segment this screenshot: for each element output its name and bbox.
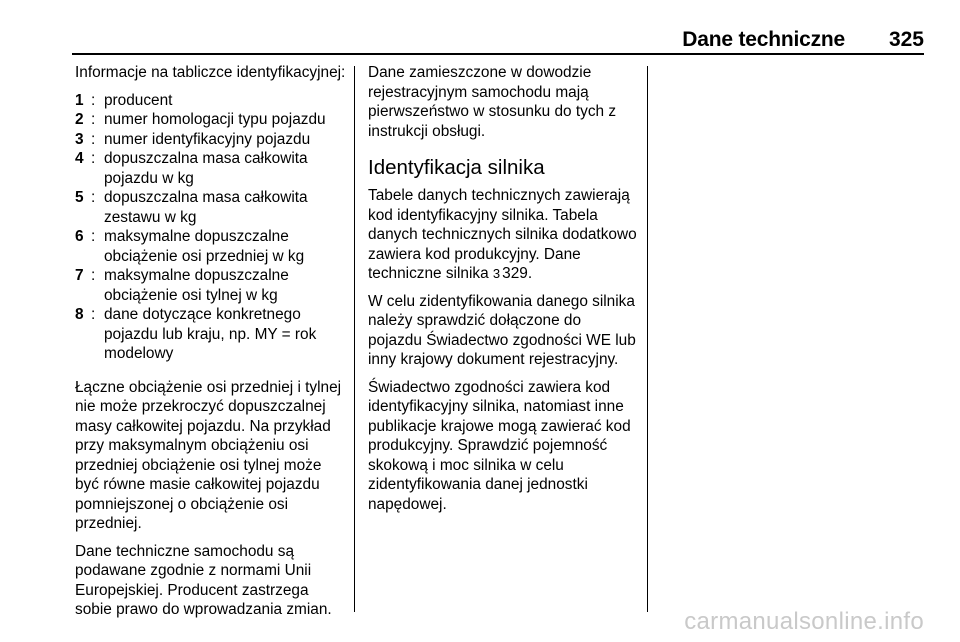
legend-number: 5: [75, 189, 84, 206]
legend-number: 2: [75, 111, 84, 128]
legend-separator: :: [91, 91, 96, 109]
engine-tables-text: Tabele danych technicznych zawierają kod identyfikacyjny silnika. Tabela danych technicznych silnika dodatkowo zawiera kod produkcyjny. Dane techniczne silnika: [368, 187, 637, 282]
cross-reference-icon: 3: [492, 266, 501, 281]
legend-text: dopuszczalna masa całkowita pojazdu w kg: [104, 150, 308, 187]
page-number: 325: [888, 28, 924, 51]
legend-text: maksymalne dopuszczalne obciążenie osi przedniej w kg: [104, 228, 305, 265]
legend-item: [75, 227, 347, 266]
legend-number: 8: [75, 306, 84, 323]
legend-number: 3: [75, 130, 84, 148]
legend-separator: :: [91, 228, 96, 245]
legend-separator: :: [91, 130, 96, 148]
legend-text: dane dotyczące konkretnego pojazdu lub kraju, np. MY = rok modelowy: [104, 306, 317, 362]
legend-list: [75, 91, 347, 364]
legend-item: [75, 130, 347, 150]
legend-number: 4: [75, 150, 84, 167]
legend-intro: Informacje na tabliczce identyfikacyjnej:: [75, 64, 346, 81]
legend-text: dopuszczalna masa całkowita zestawu w kg: [104, 189, 308, 226]
section-heading: Identyfikacja silnika: [368, 156, 545, 179]
legend-separator: :: [91, 111, 96, 128]
header-rule: [72, 53, 924, 55]
legend-separator: :: [91, 189, 96, 206]
right-column-divider: [647, 66, 648, 612]
legend-text: numer homologacji typu pojazdu: [104, 111, 326, 128]
engine-tables-paragraph: [368, 186, 638, 284]
legend-separator: :: [91, 267, 96, 284]
page-header: [0, 24, 960, 56]
legend-separator: :: [91, 150, 96, 167]
legend-text: maksymalne dopuszczalne obciążenie osi tylnej w kg: [104, 267, 289, 304]
page-title: Dane techniczne: [682, 28, 845, 51]
cross-reference-page-link[interactable]: 329.: [502, 265, 533, 282]
legend-item: [75, 91, 347, 111]
legend-number: 7: [75, 267, 84, 284]
legend-number: 1: [75, 91, 84, 109]
legend-item: [75, 266, 347, 305]
legend-separator: :: [91, 306, 96, 323]
legend-text: numer identyfikacyjny pojazdu: [104, 130, 311, 148]
conformity-paragraph: Świadectwo zgodności zawiera kod identyfikacyjny silnika, natomiast inne publikacje krajowe mogą zawierać kod produkcyjny. Sprawdzić pojemność skokową i moc silnika w celu zidentyfikowania danej jednostki napędowej.: [368, 378, 631, 513]
axle-load-paragraph: Łączne obciążenie osi przedniej i tylnej nie może przekroczyć dopuszczalnej masy całkowitej pojazdu. Na przykład przy maksymalnym obciążeniu osi przedniej obciążenie osi tylnej może być równe masie całkowitej pojazdu pomniejszonej o obciążenie osi przedniej.: [75, 378, 342, 532]
eu-standards-paragraph: Dane techniczne samochodu są podawane zgodnie z normami Unii Europejskiej. Producent zastrzega sobie prawo do wprowadzania zmian.: [75, 542, 332, 618]
legend-text: producent: [104, 91, 173, 109]
watermark-text: carmanualsonline.info: [684, 608, 924, 635]
right-column: [368, 63, 638, 522]
legend-item: [75, 149, 347, 188]
legend-item: [75, 188, 347, 227]
legend-item: [75, 305, 347, 364]
column-divider: [354, 66, 355, 612]
registration-paragraph: Dane zamieszczone w dowodzie rejestracyjnym samochodu mają pierwszeństwo w stosunku do tych z instrukcji obsługi.: [368, 64, 617, 140]
legend-number: 6: [75, 228, 84, 245]
legend-item: [75, 110, 347, 130]
engine-id-paragraph: W celu zidentyfikowania danego silnika należy sprawdzić dołączone do pojazdu Świadectwo zgodności WE lub inny krajowy dokument rejestracyjny.: [368, 292, 636, 368]
left-column: [75, 63, 347, 628]
